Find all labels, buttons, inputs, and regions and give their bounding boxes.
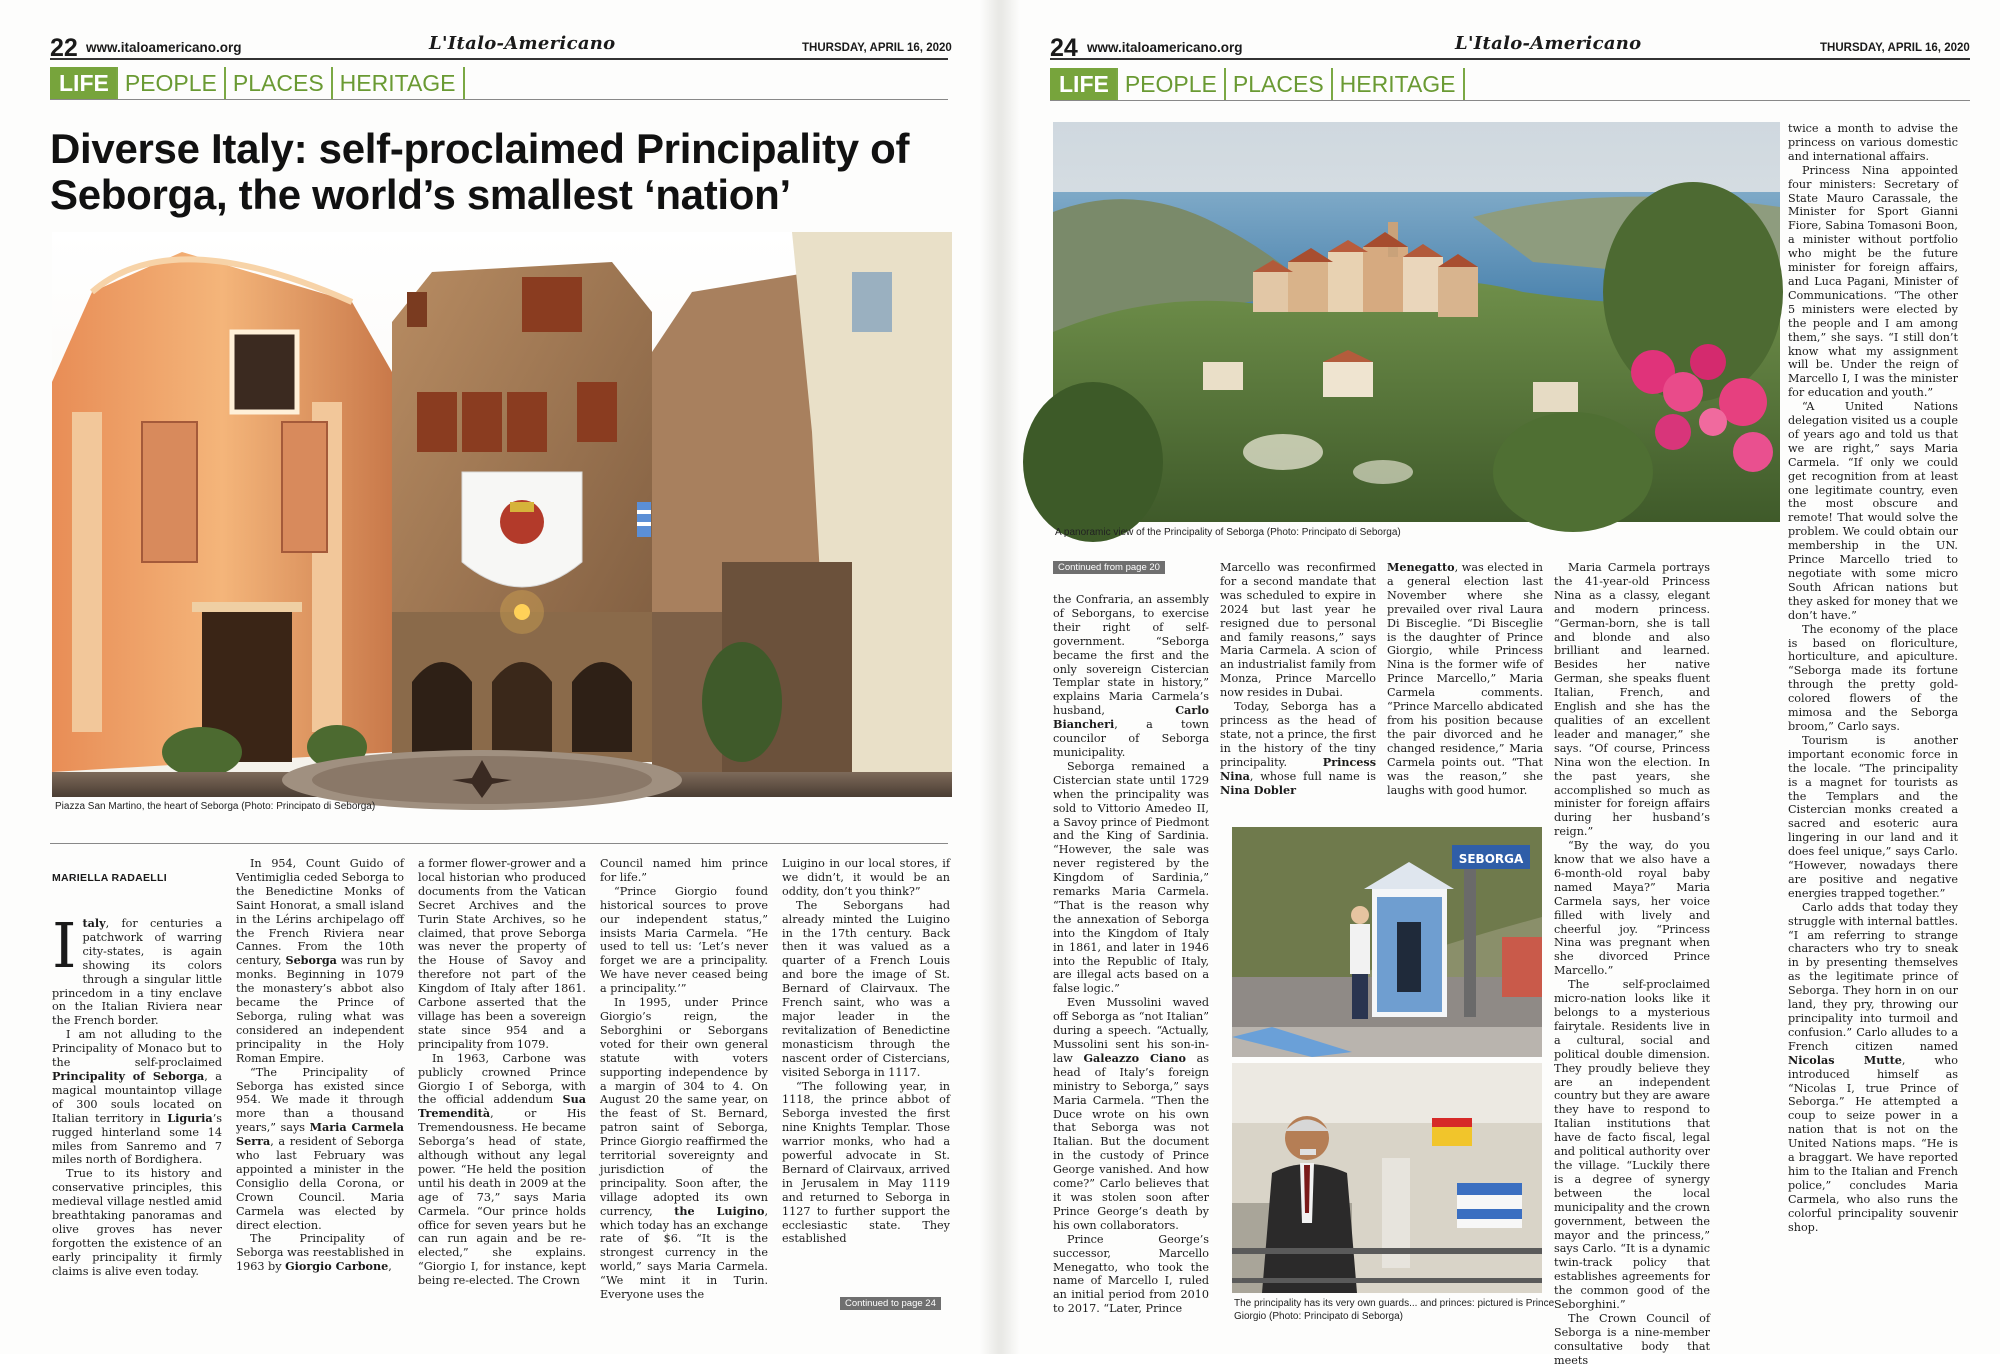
panorama-photo-caption: A panoramic view of the Principality of Seborga (Photo: Principato di Seborga)	[1055, 527, 1401, 538]
prince-illustration	[1232, 1063, 1542, 1293]
tab-life[interactable]: LIFE	[1050, 68, 1118, 100]
prince-portrait-photo	[1232, 1063, 1542, 1293]
tab-heritage[interactable]: HERITAGE	[331, 67, 465, 99]
tab-heritage[interactable]: HERITAGE	[1331, 68, 1465, 100]
section-tabs	[50, 67, 463, 99]
panorama-illustration	[1053, 122, 1780, 522]
spread-gutter	[980, 0, 1020, 1354]
masthead: L'Italo-Americano	[429, 33, 616, 54]
article-headline	[50, 126, 960, 218]
page-number: 22	[50, 34, 78, 62]
issue-date: THURSDAY, APRIL 16, 2020	[1820, 42, 1970, 54]
prince-photo-caption-line-2: Giorgio (Photo: Principato di Seborga)	[1234, 1311, 1403, 1322]
tab-people[interactable]: PEOPLE	[116, 67, 226, 99]
church-piazza-photo	[52, 232, 952, 797]
guard-illustration	[1232, 827, 1542, 1057]
issue-date: THURSDAY, APRIL 16, 2020	[802, 42, 952, 54]
article-column-8: Menegatto, was elected in a general election last November where she prevailed over rival Laura Di Bisceglie. “Di Bisceglie is the daughter of Prince Giorgio, while Princess Nina is the former wife of Prince Marcello,” Maria Carmela comments. “Prince Marcello abdicated from his position because the pair divorced and he changed residence,” Maria Carmela points out. “That was the reason,” she laughs with good humor.	[1387, 560, 1543, 797]
continued-to-tag[interactable]: Continued to page 24	[840, 1297, 941, 1310]
page-22	[0, 0, 980, 1354]
piazza-illustration	[52, 232, 952, 797]
piazza-photo-caption: Piazza San Martino, the heart of Seborga (Photo: Principato di Seborga)	[55, 801, 376, 812]
tab-people[interactable]: PEOPLE	[1116, 68, 1226, 100]
article-column-7: Marcello was reconfirmed for a second mandate that was scheduled to expire in 2024 but last year he resigned due to personal and family reasons,” says Maria Carmela. A scion of an industrialist family from Monza, Prince Marcello now resides in Dubai. Today, Seborga has a princess as the head of state, not a prince, the first in the history of the tiny principality. Princess Nina, whose full name is Nina Dobler	[1220, 561, 1376, 797]
header-rule	[50, 58, 948, 60]
section-tabs	[1050, 68, 1463, 100]
tab-life[interactable]: LIFE	[50, 67, 118, 99]
article-column-3: a former flower-grower and a local historian who produced documents from the Vatican Secret Archives and the Turin State Archives, so he claimed, that prove Seborga was never the property of the House of Savoy and therefore not part of the Kingdom of Italy after 1861. Carbone asserted that the village has been a sovereign state since 954 and a principality from 1079. In 1963, Carbone was publicly crowned Prince Giorgio I of Seborga, with the official addendum Sua Tremendità, or His Tremendousness. He became Seborga’s head of state, although without any legal power. “He held the position until his death in 2009 at the age of 73,” says Maria Carmela. “Our prince holds office for seven years but he can run again and be re-elected,” she explains. “Giorgio I, for instance, kept being re-elected. The Crown	[418, 857, 586, 1288]
tabs-rule	[1050, 100, 1970, 101]
masthead: L'Italo-Americano	[1455, 33, 1642, 54]
headline-line-2: Seborga, the world’s smallest ‘nation’	[50, 171, 791, 218]
guard-box-photo	[1232, 827, 1542, 1057]
seborga-road-sign: SEBORGA	[1458, 852, 1524, 866]
tab-places[interactable]: PLACES	[1224, 68, 1333, 100]
tab-places[interactable]: PLACES	[224, 67, 333, 99]
hilltop-village-panorama-photo	[1053, 122, 1780, 522]
article-column-10: twice a month to advise the princess on various domestic and international affairs. Princess Nina appointed four ministers: Secretary of State Mauro Carassale, the Minister for Sport Gianni Fiore, Sabina Tomasoni Boon, a minister without portfolio who might be the future minister for foreign affairs, and Luca Pagani, Minister of Communications. “The other 5 ministers were elected by the people and I am among them,” she says. “I still don’t know what my assignment will be. Under the reign of Marcello I, I was the minister for education and youth.” “A United Nations delegation visited us a couple of years ago and told us that we are right,” says Maria Carmela. “If only we could get recognition from at least one legitimate country, even the most obscure and remote! That would solve the problem. We could obtain our membership in the UN. Prince Marcello tried to negotiate with some micro South African nations but they asked for money that we don’t have.” The economy of the place is based on floriculture, horticulture, and apiculture. “Seborga made its fortune through the pretty gold-colored flowers of the mimosa and the Seborga broom,” Carlo says. Tourism is another important economic force in the locale. “The principality is a magnet for tourists as the Templars and the Cistercian monks created a sacred and esoteric aura lingering in our land and it does feel unique,” says Carlo. “However, nowadays there are positive and negative energies trapped together.” Carlo adds that today they struggle with internal battles. “I am referring to strange characters who try to sneak in by presenting themselves as the legitimate prince of Seborga. They horn in on our land, they pry, throwing our principality into turmoil and confusion.” Carlo alludes to a French citizen named Nicolas Mutte, who introduced himself as “Nicolas I, true Prince of Seborga.” He attempted a coup to seize power in a nation that is not on the United Nations maps. “He is a braggart. We have reported him to the Italian and French police,” concludes Maria Carmela, who also runs the colorful principality souvenir shop.	[1788, 122, 1958, 1234]
site-url[interactable]: www.italoamericano.org	[1087, 40, 1243, 55]
continued-from-tag[interactable]: Continued from page 20	[1053, 561, 1165, 574]
article-column-4: Council named him prince for life.” “Prince Giorgio found historical sources to prove our independent status,” insists Maria Carmela. “He used to tell us: ‘Let’s never forget we are a principality. We have never ceased being a principality.’” In 1995, under Prince Giorgio’s reign, the Seborghini or Seborgans voted for their own general statute with voters supporting independence by a margin of 304 to 4. On August 20 the same year, on the feast of St. Bernard, patron saint of Seborga, Prince Giorgio reaffirmed the territorial sovereignty and jurisdiction of the principality. Soon after, the village adopted its own currency, the Luigino, which today has an exchange rate of $6. “It is the strongest currency in the world,” says Maria Carmela. “We mint it in Turin. Everyone uses the	[600, 857, 768, 1302]
byline-rule	[50, 843, 948, 844]
tabs-rule	[50, 99, 948, 100]
article-column-2: In 954, Count Guido of Ventimiglia ceded Seborga to the Benedictine Monks of Saint Honorat, a small island in the Lérins archipelago off the French Riviera near Cannes. From the 10th century, Seborga was run by monks. Beginning in 1079 the monastery’s abbot also became the Prince of Seborga, ruling what was considered an independent principality in the Holy Roman Empire. “The Principality of Seborga has existed since 954. We made it through more than a thousand years,” says Maria Carmela Serra, a resident of Seborga who last February was appointed a minister in the Consiglio della Corona, or Crown Council. Maria Carmela was elected by direct election. The Principality of Seborga was reestablished in 1963 by Giorgio Carbone,	[236, 857, 404, 1274]
prince-photo-caption-line-1: The principality has its very own guards... and princes: pictured is Prince	[1234, 1298, 1555, 1309]
article-column-1: Italy, for centuries a patchwork of warring city-states, is again showing its colors through a singular little princedom in a tiny enclave on the Italian Riviera near the French border. I am not alluding to the Principality of Monaco but to the self-proclaimed Principality of Seborga, a magical mountaintop village of 300 souls located on Italian territory in Liguria’s rugged hinterland some 14 miles from Sanremo and 7 miles north of Bordighera. True to its history and conservative principles, this medieval village nestled amid breathtaking panoramas and olive groves has never forgotten the existence of an early principality it firmly claims is alive even today.	[52, 909, 222, 1278]
article-byline: MARIELLA RADAELLI	[52, 872, 167, 884]
site-url[interactable]: www.italoamericano.org	[86, 40, 242, 55]
header-rule	[1050, 58, 1970, 60]
article-column-5: Luigino in our local stores, if we didn’t, it would be an oddity, don’t you think?” The Seborgans had already minted the Luigino in the 17th century. Back then it was valued as a quarter of a French Louis and bore the image of St. Bernard of Clairvaux. The French saint, who was a major leader in the revitalization of Benedictine monasticism through the nascent order of Cistercians, visited Seborga in 1117. “The following year, in 1118, the prince abbot of Seborga invested the first nine Knights Templar. Those warrior monks, who had a powerful advocate in St. Bernard of Clairvaux, arrived in Jerusalem in May 1119 and returned to Seborga in 1127 to further support the ecclesiastic state. They established	[782, 857, 950, 1246]
article-column-6: the Confraria, an assembly of Seborgans, to exercise their right of self- government. “Seborga became the first and the only sovereign Cistercian Templar state in history,” explains Maria Carmela’s husband, Carlo Biancheri, a town councilor of Seborga municipality. Seborga remained a Cistercian state until 1729 when the principality was sold to Vittorio Amedeo II, a Savoy prince of Piedmont and the King of Sardinia. “However, the sale was never registered by the Kingdom of Sardinia,” remarks Maria Carmela. “That is the reason why the annexation of Seborga into the Kingdom of Italy in 1861, and later in 1946 into the Republic of Italy, are illegal acts based on a false logic.” Even Mussolini waved off Seborga as “not Italian” during a speech. “Actually, Mussolini sent his son-in-law Galeazzo Ciano as head of Italy’s foreign ministry to Seborga,” says Maria Carmela. “Then the Duce wrote on his own that Seborga was not Italian. But the document in the custody of Prince George vanished. And how come?” Carlo believes that it was stolen soon after Prince George’s death by his own collaborators. Prince George’s successor, Marcello Menegatto, who took the name of Marcello I, ruled an initial period from 2010 to 2017. “Later, Prince	[1053, 593, 1210, 1316]
article-column-9: Maria Carmela portrays the 41-year-old Princess Nina as a classy, elegant and modern princess. “German-born, she is tall and blonde and also brilliant and learned. Besides her native German, she speaks fluent Italian, French, and English and she has the qualities of an excellent leader and manager,” she says. “Of course, Princess Nina won the election. In the past years, she accomplished so much as minister for foreign affairs during her husband’s reign.” “By the way, do you know that we also have a 6-month-old royal baby named Maya?” Maria Carmela says, her voice filled with lively and cheerful joy. “Princess Nina was pregnant when she divorced Prince Marcello.” The self-proclaimed micro-nation looks like it belongs to a mysterious fairytale. Residents live in a cultural, social and political double dimension. They proudly believe they are an independent country but they are aware they have to respond to Italian institutions that have de facto fiscal, legal and political authority over the village. “Luckily there is a degree of synergy between the local municipality and the crown government, between the mayor and the princess,” says Carlo. “It is a dynamic twin-track policy that establishes agreements for the common good of the Seborghini.” The Crown Council of Seborga is a nine-member consultative body that meets	[1554, 561, 1710, 1367]
drop-cap: I	[52, 909, 77, 982]
page-24	[1020, 0, 2000, 1367]
headline-line-1: Diverse Italy: self-proclaimed Principality of	[50, 125, 910, 172]
page-number: 24	[1050, 34, 1078, 62]
